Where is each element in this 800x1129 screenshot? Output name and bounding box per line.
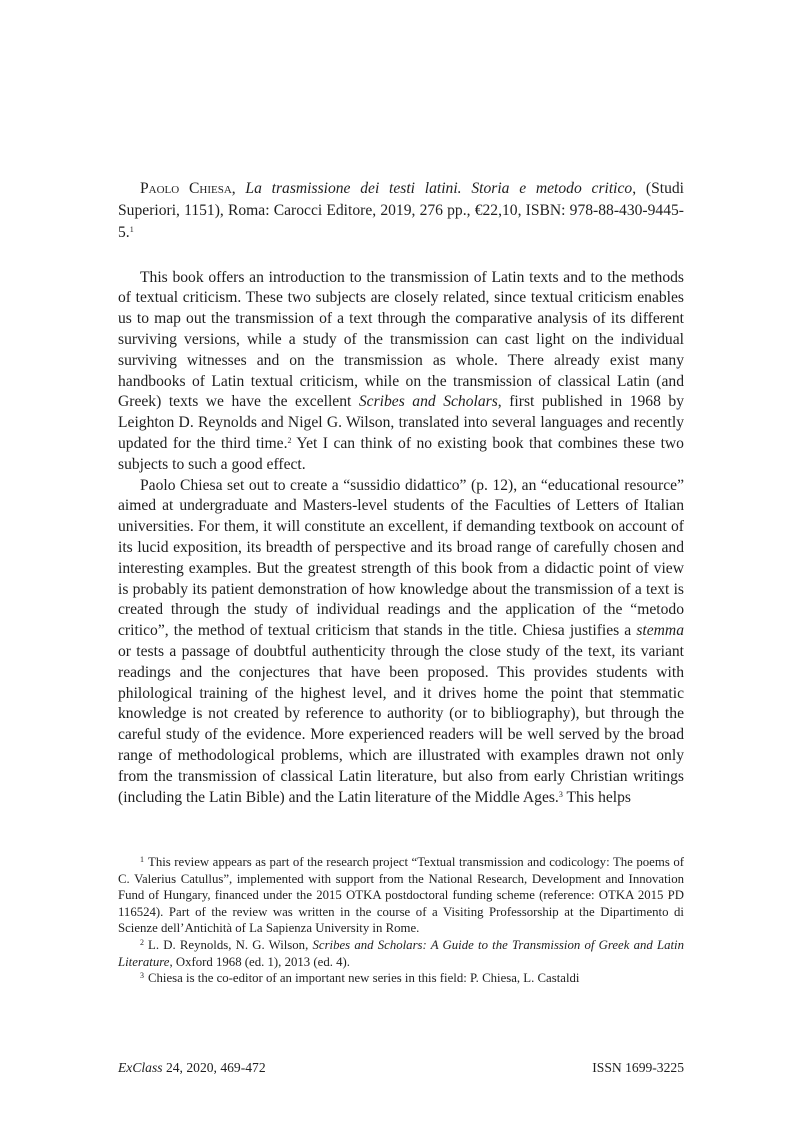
footnote-ref-2[interactable]: 2	[287, 435, 292, 445]
page-footer	[118, 1060, 684, 1076]
issn: ISSN 1699-3225	[592, 1060, 684, 1075]
footnote-number: 2	[140, 937, 144, 947]
footnote-ref-3[interactable]: 3	[558, 789, 563, 799]
body-paragraph-1: This book offers an introduction to the transmission of Latin texts and to the methods of textual criticism. These two subjects are closely related, since textual criticism enables us to map out the transmission of a text through the comparative analysis of its different surviving versions, while a study of the transmission can cast light on the individual surviving witnesses and on the transmission as whole. There already exist many handbooks of Latin textual criticism, while on the transmission of classical Latin (and Greek) texts we have the excellent Scribes and Scholars, first published in 1968 by Leighton D. Reynolds and Nigel G. Wilson, translated into several languages and recently updated for the third time.$^2$ Yet I can think of no existing book that combines these two subjects to such a good effect.	[118, 268, 685, 473]
footnote-3: $^3$ Chiesa is the co-editor of an important new series in this field: P. Chiesa, L. Castaldi	[140, 971, 580, 986]
journal-reference	[118, 1060, 266, 1076]
page-content	[118, 178, 684, 808]
citation-title: La trasmissione dei testi latini. Storia e metodo critico	[245, 180, 633, 197]
review-body	[118, 268, 684, 809]
citation-details: , (Studi Superiori, 1151), Roma: Carocci Editore, 2019, 276 pp., €22,10, ISBN: 978-88-430-9445-5.	[118, 180, 685, 242]
footnote-2: $^2$ L. D. Reynolds, N. G. Wilson, Scribes and Scholars: A Guide to the Transmission of Greek and Latin Literature, Oxford 1968 (ed. 1), 2013 (ed. 4).	[118, 937, 685, 969]
footnotes	[118, 854, 684, 987]
footnote-number: 1	[140, 855, 144, 864]
journal-name: ExClass	[118, 1060, 163, 1075]
term-stemma: stemma	[636, 622, 684, 640]
footnote-ref-1[interactable]: 1	[129, 225, 134, 235]
book-citation	[118, 178, 684, 245]
citation-separator: ,	[231, 180, 246, 197]
body-paragraph-2: Paolo Chiesa set out to create a “sussidio didattico” (p. 12), an “educational resource” aimed at undergraduate and Masters-level students of the Faculties of Letters of Italian universities. For them, it will constitute an excellent, if demanding textbook on account of its lucid exposition, its breadth of perspective and its broad range of carefully chosen and interesting examples. But the greatest strength of this book from a didactic point of view is probably its patient demonstration of how knowledge about the transmission of a text is created through the study of individual readings and the application of the “metodo critico”, the method of textual criticism that stands in the title. Chiesa justifies a stemma or tests a passage of doubtful authenticity through the close study of the text, its variant readings and the conjectures that have been proposed. This provides students with philological training of the highest level, and it drives home the point that stemmatic knowledge is not created by reference to authority (or to bibliography), but through the careful study of the evidence. More experienced readers will be well served by the broad range of methodological problems, which are illustrated with examples drawn not only from the transmission of classical Latin literature, but also from early Christian writings (including the Latin Bible) and the Latin literature of the Middle Ages.$^3$ This helps	[118, 476, 684, 806]
citation-author: Paolo Chiesa	[140, 180, 232, 197]
journal-volume: 24, 2020, 469-472	[162, 1060, 266, 1075]
book-title-scribes: Scribes and Scholars	[358, 393, 498, 411]
footnote-number: 3	[140, 971, 144, 981]
footnote-1: $^1$ This review appears as part of the research project “Textual transmission and codicology: The poems of C. Valerius Catullus”, implemented with support from the National Research, Development and Innovation Fund of Hungary, financed under the 2015 OTKA postdoctoral funding scheme (reference: OTKA 2015 PD 116524). Part of the review was written in the course of a Visiting Professorship at the Dipartimento di Scienze dell’Antichità of La Sapienza University in Rome.	[118, 855, 684, 936]
